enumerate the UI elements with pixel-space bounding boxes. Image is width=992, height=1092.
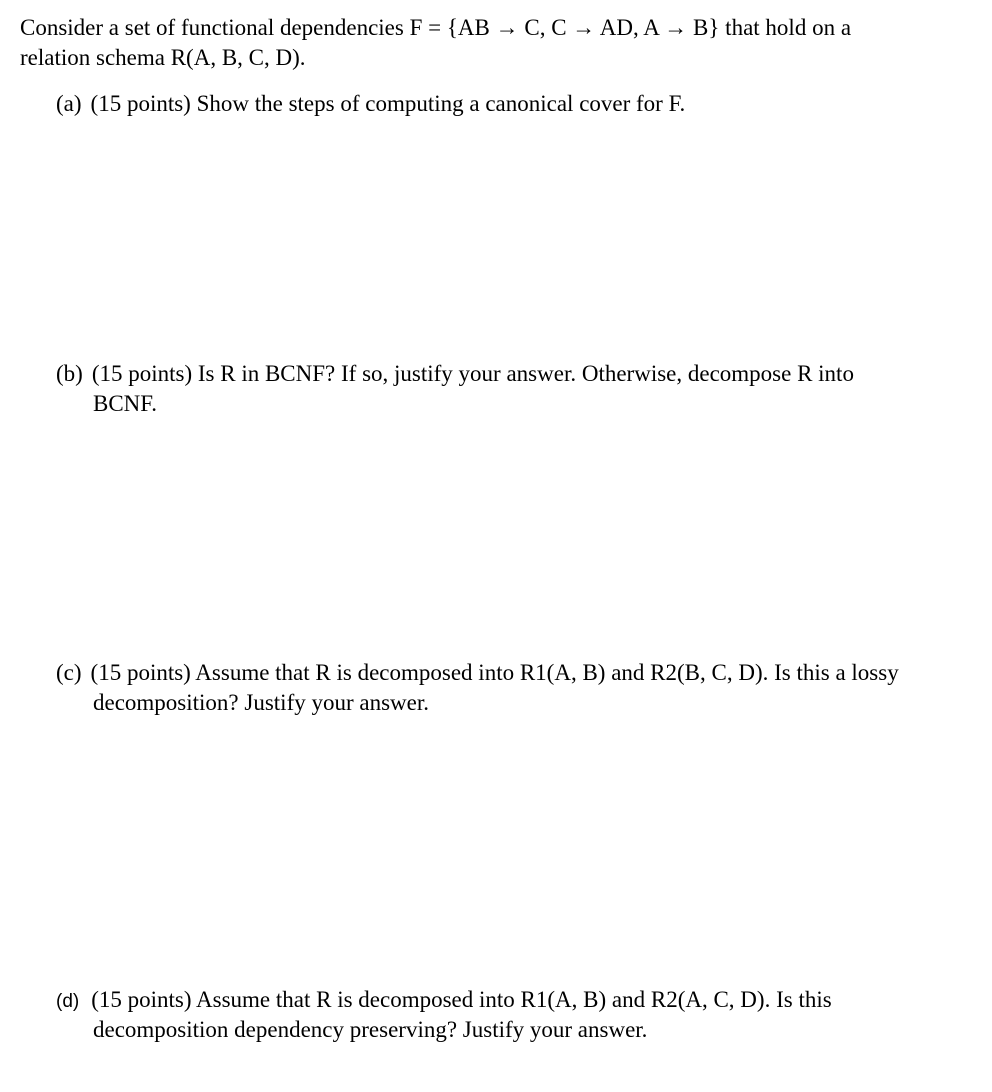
- question-a: [56, 89, 685, 119]
- intro-text-line-1: Consider a set of functional dependencies F = {AB → C, C → AD, A → B} that hold on a: [20, 15, 852, 40]
- question-c: [56, 658, 899, 688]
- question-a-text: (15 points) Show the steps of computing a canonical cover for F.: [90, 91, 686, 116]
- question-b-text-line-1: (15 points) Is R in BCNF? If so, justify your answer. Otherwise, decompose R into: [91, 361, 854, 386]
- question-d-text-line-2: decomposition dependency preserving? Justify your answer.: [93, 1017, 648, 1042]
- question-d-text-line-1: (15 points) Assume that R is decomposed into R1(A, B) and R2(A, C, D). Is this: [91, 987, 832, 1012]
- question-d: [56, 985, 832, 1017]
- question-d-label: (d): [56, 991, 80, 1012]
- question-b-text-line-2: BCNF.: [93, 391, 157, 416]
- question-b-label: (b): [56, 361, 83, 386]
- question-c-label: (c): [56, 660, 82, 685]
- question-c-text-line-1: (15 points) Assume that R is decomposed into R1(A, B) and R2(B, C, D). Is this a lossy: [90, 660, 899, 685]
- intro-text-line-2: relation schema R(A, B, C, D).: [20, 45, 306, 70]
- question-b: [56, 359, 854, 389]
- question-c-text-line-2: decomposition? Justify your answer.: [93, 690, 430, 715]
- question-a-label: (a): [56, 91, 82, 116]
